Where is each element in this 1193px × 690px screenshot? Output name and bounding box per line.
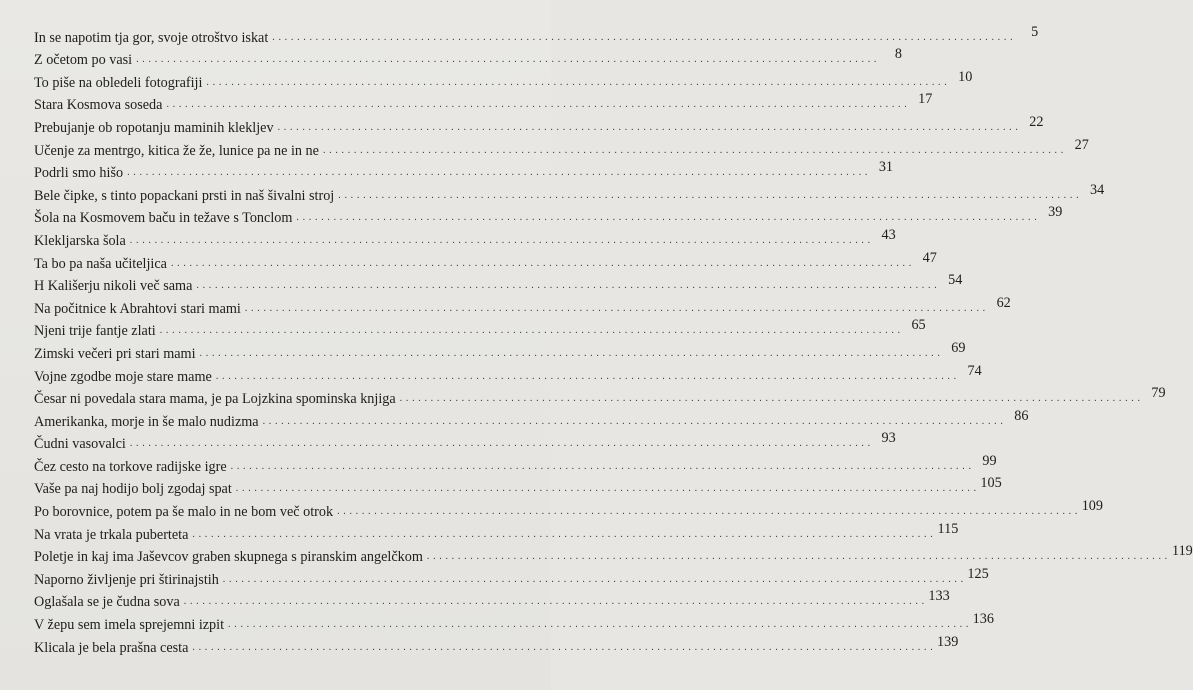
- dot-leader: . . . . . . . . . . . . . . . . . . . . . . . . . . . . . . . . . . . . . . . . . . . . . . . . . . . . . . . . . . . . . . . . . . . . . . . . . . . . . . . . . . . . . . . . . . . . . . . . . . . . . . . . . . . . . . . . . . . . . . . .: [228, 619, 969, 631]
- toc-entry-title: Stara Kosmova soseda: [34, 97, 163, 114]
- toc-entry-page-number: 5: [1031, 23, 1039, 40]
- toc-entry: [34, 520, 959, 543]
- dot-leader: . . . . . . . . . . . . . . . . . . . . . . . . . . . . . . . . . . . . . . . . . . . . . . . . . . . . . . . . . . . . . . . . . . . . . . . . . . . . . . . . . . . . . . . . . . . . . . . . . . . . . . . . . . . . . . . . . . . . . . . .: [272, 31, 1014, 43]
- toc-entry: [34, 23, 1039, 46]
- toc-entry-page-number: 43: [881, 226, 896, 243]
- toc-entry-title: Šola na Kosmovem baču in težave s Tonclom: [34, 210, 293, 227]
- toc-entry: [34, 430, 896, 453]
- dot-leader: . . . . . . . . . . . . . . . . . . . . . . . . . . . . . . . . . . . . . . . . . . . . . . . . . . . . . . . . . . . . . . . . . . . . . . . . . . . . . . . . . . . . . . . . . . . . . . . . . . . . . . . . . . . . . . . . . . . . . . . .: [322, 144, 1064, 156]
- dot-leader: . . . . . . . . . . . . . . . . . . . . . . . . . . . . . . . . . . . . . . . . . . . . . . . . . . . . . . . . . . . . . . . . . . . . . . . . . . . . . . . . . . . . . . . . . . . . . . . . . . . . . . . . . . . . . . . . . . . . . . . .: [129, 234, 871, 246]
- toc-entry-page-number: 115: [937, 520, 959, 537]
- toc-entry-title: In se napotim tja gor, svoje otroštvo iskat: [34, 29, 269, 46]
- toc-entry: [34, 272, 963, 295]
- dot-leader: . . . . . . . . . . . . . . . . . . . . . . . . . . . . . . . . . . . . . . . . . . . . . . . . . . . . . . . . . . . . . . . . . . . . . . . . . . . . . . . . . . . . . . . . . . . . . . . . . . . . . . . . . . . . . . . . . . . . . . . .: [183, 596, 925, 608]
- toc-entry: [34, 497, 1103, 521]
- toc-entry: [34, 294, 1011, 317]
- toc-entry: [34, 317, 926, 340]
- toc-entry: [34, 113, 1044, 136]
- toc-entry: [34, 407, 1029, 430]
- toc-entry-title: Oglašala se je čudna sova: [34, 594, 180, 611]
- toc-entry-page-number: 54: [948, 272, 963, 289]
- toc-entry-title: To piše na obledeli fotografiji: [34, 74, 203, 91]
- toc-entry: [34, 91, 933, 114]
- dot-leader: . . . . . . . . . . . . . . . . . . . . . . . . . . . . . . . . . . . . . . . . . . . . . . . . . . . . . . . . . . . . . . . . . . . . . . . . . . . . . . . . . . . . . . . . . . . . . . . . . . . . . . . . . . . . . . . . . . . . . . . .: [196, 280, 938, 292]
- toc-entry-page-number: 10: [958, 68, 973, 85]
- toc-entry-title: Zimski večeri pri stari mami: [34, 345, 196, 362]
- table-of-contents: [34, 23, 1193, 656]
- toc-entry-title: Čudni vasovalci: [34, 436, 126, 453]
- dot-leader: . . . . . . . . . . . . . . . . . . . . . . . . . . . . . . . . . . . . . . . . . . . . . . . . . . . . . . . . . . . . . . . . . . . . . . . . . . . . . . . . . . . . . . . . . . . . . . . . . . . . . . . . . . . . . . . . . . . . . . . .: [136, 54, 878, 66]
- dot-leader: . . . . . . . . . . . . . . . . . . . . . . . . . . . . . . . . . . . . . . . . . . . . . . . . . . . . . . . . . . . . . . . . . . . . . . . . . . . . . . . . . . . . . . . . . . . . . . . . . . . . . . . . . . . . . . . . . . . . . . . .: [192, 641, 934, 653]
- toc-entry: [34, 610, 994, 634]
- toc-entry-page-number: 93: [881, 430, 896, 447]
- toc-entry-page-number: 62: [996, 294, 1011, 311]
- toc-entry: [34, 159, 893, 182]
- dot-leader: . . . . . . . . . . . . . . . . . . . . . . . . . . . . . . . . . . . . . . . . . . . . . . . . . . . . . . . . . . . . . . . . . . . . . . . . . . . . . . . . . . . . . . . . . . . . . . . . . . . . . . . . . . . . . . . . . . . . . . . .: [192, 528, 934, 540]
- toc-entry: [34, 249, 937, 272]
- toc-entry-page-number: 69: [951, 339, 966, 356]
- toc-entry: [34, 136, 1089, 159]
- dot-leader: . . . . . . . . . . . . . . . . . . . . . . . . . . . . . . . . . . . . . . . . . . . . . . . . . . . . . . . . . . . . . . . . . . . . . . . . . . . . . . . . . . . . . . . . . . . . . . . . . . . . . . . . . . . . . . . . . . . . . . . .: [244, 302, 986, 314]
- dot-leader: . . . . . . . . . . . . . . . . . . . . . . . . . . . . . . . . . . . . . . . . . . . . . . . . . . . . . . . . . . . . . . . . . . . . . . . . . . . . . . . . . . . . . . . . . . . . . . . . . . . . . . . . . . . . . . . . . . . . . . . .: [230, 460, 972, 472]
- toc-entry: [34, 588, 950, 611]
- toc-entry-page-number: 99: [982, 452, 997, 469]
- toc-entry: [34, 385, 1166, 408]
- dot-leader: . . . . . . . . . . . . . . . . . . . . . . . . . . . . . . . . . . . . . . . . . . . . . . . . . . . . . . . . . . . . . . . . . . . . . . . . . . . . . . . . . . . . . . . . . . . . . . . . . . . . . . . . . . . . . . . . . . . . . . . .: [426, 551, 1168, 563]
- dot-leader: . . . . . . . . . . . . . . . . . . . . . . . . . . . . . . . . . . . . . . . . . . . . . . . . . . . . . . . . . . . . . . . . . . . . . . . . . . . . . . . . . . . . . . . . . . . . . . . . . . . . . . . . . . . . . . . . . . . . . . . .: [235, 483, 977, 495]
- dot-leader: . . . . . . . . . . . . . . . . . . . . . . . . . . . . . . . . . . . . . . . . . . . . . . . . . . . . . . . . . . . . . . . . . . . . . . . . . . . . . . . . . . . . . . . . . . . . . . . . . . . . . . . . . . . . . . . . . . . . . . . .: [206, 76, 948, 88]
- toc-entry-page-number: 74: [967, 362, 982, 379]
- dot-leader: . . . . . . . . . . . . . . . . . . . . . . . . . . . . . . . . . . . . . . . . . . . . . . . . . . . . . . . . . . . . . . . . . . . . . . . . . . . . . . . . . . . . . . . . . . . . . . . . . . . . . . . . . . . . . . . . . . . . . . . .: [215, 370, 957, 382]
- toc-entry: [34, 226, 896, 249]
- toc-entry-title: V žepu sem imela sprejemni izpit: [34, 617, 225, 634]
- toc-entry: [34, 204, 1063, 227]
- toc-entry-page-number: 34: [1089, 181, 1105, 198]
- toc-entry: [34, 543, 1193, 566]
- toc-entry-title: Ta bo pa naša učiteljica: [34, 255, 167, 272]
- toc-entry-page-number: 47: [922, 249, 937, 266]
- dot-leader: . . . . . . . . . . . . . . . . . . . . . . . . . . . . . . . . . . . . . . . . . . . . . . . . . . . . . . . . . . . . . . . . . . . . . . . . . . . . . . . . . . . . . . . . . . . . . . . . . . . . . . . . . . . . . . . . . . . . . . . .: [159, 325, 901, 337]
- toc-entry-title: Podrli smo hišo: [34, 165, 124, 182]
- toc-entry-page-number: 65: [911, 317, 926, 334]
- toc-entry-page-number: 133: [928, 588, 950, 605]
- dot-leader: . . . . . . . . . . . . . . . . . . . . . . . . . . . . . . . . . . . . . . . . . . . . . . . . . . . . . . . . . . . . . . . . . . . . . . . . . . . . . . . . . . . . . . . . . . . . . . . . . . . . . . . . . . . . . . . . . . . . . . . .: [166, 99, 908, 111]
- toc-entry: [34, 339, 966, 362]
- dot-leader: . . . . . . . . . . . . . . . . . . . . . . . . . . . . . . . . . . . . . . . . . . . . . . . . . . . . . . . . . . . . . . . . . . . . . . . . . . . . . . . . . . . . . . . . . . . . . . . . . . . . . . . . . . . . . . . . . . . . . . . .: [127, 167, 868, 179]
- toc-entry-page-number: 125: [967, 565, 989, 582]
- toc-entry-page-number: 22: [1029, 113, 1044, 130]
- toc-entry-title: Z očetom po vasi: [34, 52, 133, 69]
- toc-entry-title: Prebujanje ob ropotanju maminih klekljev: [34, 119, 274, 136]
- toc-entry-title: Vaše pa naj hodijo bolj zgodaj spat: [34, 481, 232, 498]
- toc-entry-title: Vojne zgodbe moje stare mame: [34, 368, 212, 385]
- dot-leader: . . . . . . . . . . . . . . . . . . . . . . . . . . . . . . . . . . . . . . . . . . . . . . . . . . . . . . . . . . . . . . . . . . . . . . . . . . . . . . . . . . . . . . . . . . . . . . . . . . . . . . . . . . . . . . . . . . . . . . . .: [399, 393, 1141, 405]
- dot-leader: . . . . . . . . . . . . . . . . . . . . . . . . . . . . . . . . . . . . . . . . . . . . . . . . . . . . . . . . . . . . . . . . . . . . . . . . . . . . . . . . . . . . . . . . . . . . . . . . . . . . . . . . . . . . . . . . . . . . . . . .: [129, 438, 871, 450]
- dot-leader: . . . . . . . . . . . . . . . . . . . . . . . . . . . . . . . . . . . . . . . . . . . . . . . . . . . . . . . . . . . . . . . . . . . . . . . . . . . . . . . . . . . . . . . . . . . . . . . . . . . . . . . . . . . . . . . . . . . . . . . .: [222, 573, 964, 585]
- toc-entry: [34, 181, 1105, 204]
- toc-entry-page-number: 27: [1074, 136, 1089, 153]
- toc-entry-page-number: 109: [1081, 498, 1103, 515]
- toc-entry-title: Klekljarska šola: [34, 232, 126, 249]
- toc-entry-page-number: 31: [878, 159, 893, 176]
- toc-entry: [34, 46, 903, 69]
- toc-entry: [34, 475, 1002, 498]
- toc-entry-page-number: 8: [894, 46, 903, 63]
- toc-entry-title: Česar ni povedala stara mama, je pa Lojzkina spominska knjiga: [34, 391, 396, 408]
- toc-entry-page-number: 136: [972, 611, 994, 628]
- toc-entry-title: Na počitnice k Abrahtovi stari mami: [34, 300, 241, 317]
- toc-entry-page-number: 139: [937, 633, 959, 650]
- toc-entry-title: Njeni trije fantje zlati: [34, 323, 156, 340]
- toc-entry-title: Klicala je bela prašna cesta: [34, 639, 189, 656]
- dot-leader: . . . . . . . . . . . . . . . . . . . . . . . . . . . . . . . . . . . . . . . . . . . . . . . . . . . . . . . . . . . . . . . . . . . . . . . . . . . . . . . . . . . . . . . . . . . . . . . . . . . . . . . . . . . . . . . . . . . . . . . .: [337, 506, 1078, 518]
- toc-entry-page-number: 39: [1048, 204, 1063, 221]
- dot-leader: . . . . . . . . . . . . . . . . . . . . . . . . . . . . . . . . . . . . . . . . . . . . . . . . . . . . . . . . . . . . . . . . . . . . . . . . . . . . . . . . . . . . . . . . . . . . . . . . . . . . . . . . . . . . . . . . . . . . . . . .: [170, 257, 912, 269]
- toc-entry-title: Poletje in kaj ima Jaševcov graben skupnega s piranskim angelčkom: [34, 549, 423, 566]
- dot-leader: . . . . . . . . . . . . . . . . . . . . . . . . . . . . . . . . . . . . . . . . . . . . . . . . . . . . . . . . . . . . . . . . . . . . . . . . . . . . . . . . . . . . . . . . . . . . . . . . . . . . . . . . . . . . . . . . . . . . . . . .: [338, 189, 1080, 201]
- toc-entry-title: H Kališerju nikoli več sama: [34, 278, 193, 295]
- toc-entry-page-number: 119: [1172, 543, 1193, 560]
- toc-entry-title: Učenje za mentrgo, kitica že že, lunice pa ne in ne: [34, 142, 319, 159]
- toc-entry: [34, 565, 989, 588]
- toc-entry-title: Amerikanka, morje in še malo nudizma: [34, 413, 259, 430]
- toc-entry-title: Na vrata je trkala puberteta: [34, 526, 189, 543]
- toc-entry-title: Naporno življenje pri štirinajstih: [34, 571, 219, 588]
- toc-entry: [34, 362, 982, 385]
- toc-entry-title: Bele čipke, s tinto popackani prsti in naš šivalni stroj: [34, 187, 335, 204]
- toc-entry-title: Čez cesto na torkove radijske igre: [34, 458, 227, 475]
- toc-entry: [34, 452, 997, 475]
- dot-leader: . . . . . . . . . . . . . . . . . . . . . . . . . . . . . . . . . . . . . . . . . . . . . . . . . . . . . . . . . . . . . . . . . . . . . . . . . . . . . . . . . . . . . . . . . . . . . . . . . . . . . . . . . . . . . . . . . . . . . . . .: [262, 415, 1004, 427]
- toc-entry: [34, 68, 973, 91]
- toc-entry-page-number: 86: [1014, 407, 1029, 424]
- toc-entry: [34, 633, 959, 656]
- toc-entry-page-number: 17: [918, 91, 933, 108]
- dot-leader: . . . . . . . . . . . . . . . . . . . . . . . . . . . . . . . . . . . . . . . . . . . . . . . . . . . . . . . . . . . . . . . . . . . . . . . . . . . . . . . . . . . . . . . . . . . . . . . . . . . . . . . . . . . . . . . . . . . . . . . .: [199, 347, 941, 359]
- dot-leader: . . . . . . . . . . . . . . . . . . . . . . . . . . . . . . . . . . . . . . . . . . . . . . . . . . . . . . . . . . . . . . . . . . . . . . . . . . . . . . . . . . . . . . . . . . . . . . . . . . . . . . . . . . . . . . . . . . . . . . . .: [296, 212, 1038, 224]
- toc-entry-page-number: 105: [980, 475, 1002, 492]
- toc-entry-title: Po borovnice, potem pa še malo in ne bom več otrok: [34, 504, 334, 521]
- dot-leader: . . . . . . . . . . . . . . . . . . . . . . . . . . . . . . . . . . . . . . . . . . . . . . . . . . . . . . . . . . . . . . . . . . . . . . . . . . . . . . . . . . . . . . . . . . . . . . . . . . . . . . . . . . . . . . . . . . . . . . . .: [277, 121, 1019, 133]
- toc-entry-page-number: 79: [1151, 385, 1166, 402]
